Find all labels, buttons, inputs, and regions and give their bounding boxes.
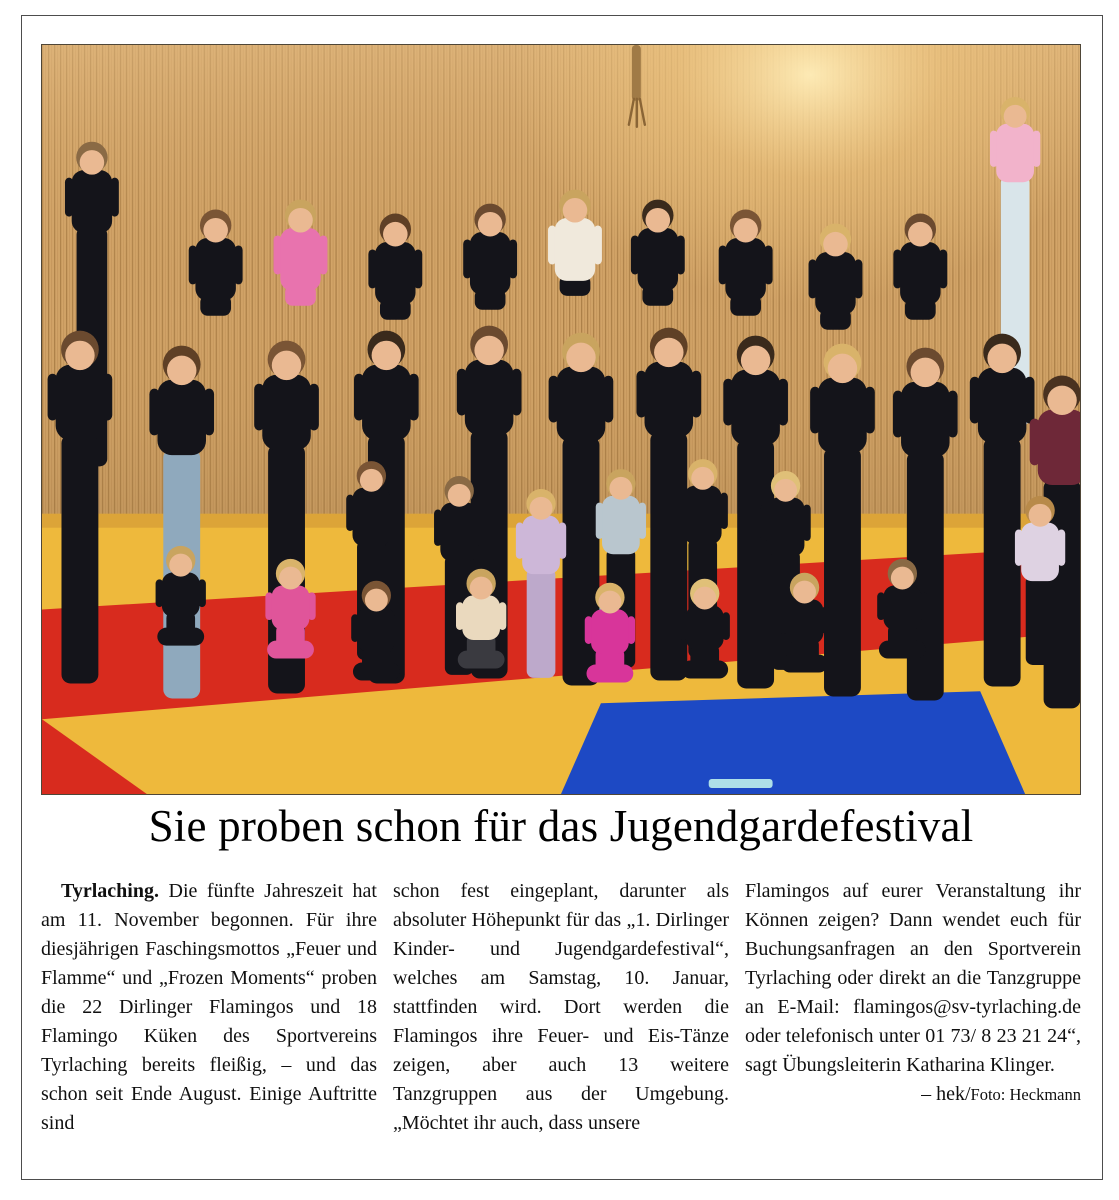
article-photo	[41, 44, 1081, 795]
column-3-text: Flamingos auf eurer Veranstaltung ihr Können zeigen? Dann wendet euch für Buchungsanfragen an den Sportverein Tyrlaching oder direkt an die Tanzgruppe an E-Mail: flamingos@sv-tyrlaching.de oder telefonisch unter 01 73/ 8 23 21 24“, sagt Übungsleiterin Katharina Klinger.	[745, 880, 1081, 1076]
article-body	[41, 877, 1081, 1138]
column-1-text: Die fünfte Jahreszeit hat am 11. November begonnen. Für ihre diesjährigen Faschingsmottos „Feuer und Flamme“ und „Frozen Moments“ proben die 22 Dirlinger Flamingos und 18 Flamingo Küken des Sportvereins Tyrlaching bereits fleißig, – und das schon seit Ende August. Einige Auftritte sind	[41, 880, 377, 1134]
paragraph-column-1	[41, 877, 377, 1138]
article-headline: Sie proben schon für das Jugendgardefestival	[148, 801, 974, 851]
article-column-2	[393, 877, 729, 1138]
author-byline	[921, 1080, 1081, 1109]
photo-credit: Foto: Heckmann	[970, 1085, 1081, 1104]
dateline-lead: Tyrlaching.	[61, 880, 159, 902]
byline-initials: – hek/	[921, 1083, 971, 1105]
paragraph-column-3	[745, 877, 1081, 1105]
article-column-1	[41, 877, 377, 1138]
paragraph-column-2	[393, 877, 729, 1138]
article-column-3	[745, 877, 1081, 1138]
group-photo-illustration	[42, 45, 1080, 794]
column-2-text: schon fest eingeplant, darunter als absoluter Höhepunkt für das „1. Dirlinger Kinder- und Jugendgardefestival“, welches am Samstag, 10. Januar, stattfinden wird. Dort werden die Flamingos ihre Feuer- und Eis-Tänze zeigen, aber auch 13 weitere Tanzgruppen aus der Umgebung. „Möchtet ihr auch, dass unsere	[393, 880, 729, 1134]
